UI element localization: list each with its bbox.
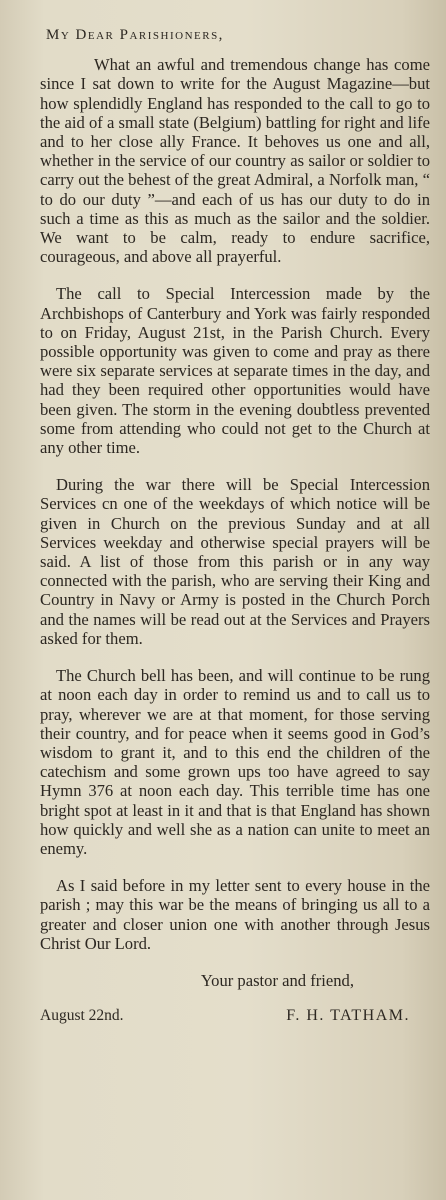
letter-paragraph: During the war there will be Special Intercession Services cn one of the weekdays of which notice will be given in Church on the previous Sunday and at all Services weekday and otherwise special prayers will be said. A list of those from this parish or in any way connected with the parish, who are serving their King and Country in Navy or Army is posted in the Church Porch and the names will be read out at the Services and Prayers asked for them. bbox=[40, 475, 430, 648]
letter-paragraph: The call to Special Intercession made by the Archbishops of Canterbury and York was fairly responded to on Friday, August 21st, in the Parish Church. Every possible opportunity was given to come and pray as there were six separate services at separate times in the day, and had they been required other opportunities would have been given. The storm in the evening doubtless prevented some from attending who could not get to the Church at any other time. bbox=[40, 284, 430, 458]
closing-line: Your pastor and friend, bbox=[200, 970, 354, 990]
letter-paragraph: What an awful and tremendous change has come since I sat down to write for the August Magazine—but how splendidly England has responded to the call to go to the aid of a small state (Belgium) battling for right and life and to her close ally France. It behoves us one and all, whether in the service of our country as sailor or soldier to carry out the behest of the great Admiral, a Norfolk man, “ to do our duty ”—and each of us has our duty to do in such a time as this as much as the sailor and the soldier. We want to be calm, ready to endure sacrifice, courageous, and above all prayerful. bbox=[40, 55, 430, 267]
signature-row bbox=[40, 1006, 430, 1025]
salutation: My Dear Parishioners, bbox=[46, 27, 224, 43]
signature: F. H. TATHAM. bbox=[286, 1007, 410, 1025]
letter-paragraph: The Church bell has been, and will continue to be rung at noon each day in order to remind us and to call us to pray, wherever we are at that moment, for those serving their country, and for peace when it seems good in God’s wisdom to grant it, and to this end the children of the catechism and some grown ups too have agreed to say Hymn 376 at noon each day. This terrible time has one bright spot at least in it and that is that England has shown how quickly and well she as a nation can unite to meet an enemy. bbox=[40, 666, 430, 858]
letter-date: August 22nd. bbox=[40, 1007, 124, 1025]
letter-paragraph: As I said before in my letter sent to every house in the parish ; may this war be the means of bringing us all to a greater and closer union one with another through Jesus Christ Our Lord. bbox=[40, 876, 430, 953]
